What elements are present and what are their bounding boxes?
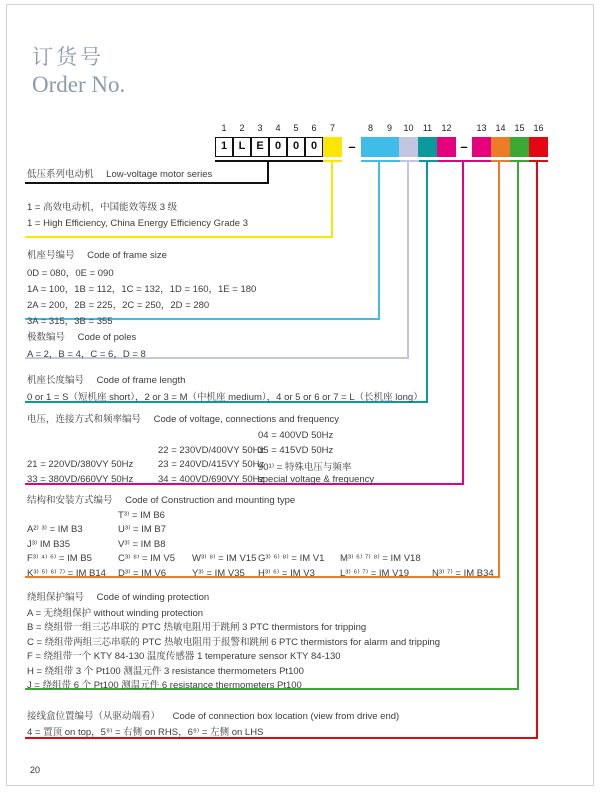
code-box-12 — [437, 137, 456, 157]
page-title-zh: 订货号 — [32, 45, 104, 69]
code-box-15 — [510, 137, 529, 157]
grid-cell: F³⁾ ⁴⁾ ⁶⁾ = IM B5 — [27, 553, 92, 565]
underline-series — [25, 182, 269, 184]
text-line: A = 2，B = 4，C = 6，D = 8 — [27, 349, 146, 360]
section-poles — [27, 329, 146, 362]
code-box-5: 0 — [287, 137, 305, 157]
grid-cell: V³⁾ = IM B8 — [118, 538, 166, 550]
section-title-en: Code of connection box location (view from drive end) — [172, 711, 400, 722]
text-line: J = 绕组带 6 个 Pt100 测温元件 6 resistance thermometers Pt100 — [27, 680, 302, 692]
code-position-number: 15 — [514, 123, 525, 133]
code-position-number: 13 — [476, 123, 487, 133]
grid-cell: Y³⁾ = IM V35 — [192, 567, 245, 579]
code-box-9 — [380, 137, 399, 157]
code-box-6: 0 — [305, 137, 323, 157]
section-lines — [27, 390, 423, 405]
section-title — [27, 372, 423, 386]
connector-drop-poles — [407, 160, 409, 359]
code-box-1: 1 — [215, 137, 233, 157]
text-line: 0 or 1 = S（短机座 short），2 or 3 = M（中机座 medium），4 or 5 or 6 or 7 = L（长机座 long） — [27, 392, 423, 403]
code-box-8 — [361, 137, 380, 157]
grid-cell: 90¹⁾ = 特殊电压与频率 — [258, 462, 352, 473]
section-connection-box — [27, 708, 399, 740]
code-box-16 — [529, 137, 548, 157]
connector-top-construction — [491, 160, 510, 162]
grid-cell — [340, 539, 432, 553]
code-position-number: 14 — [495, 123, 506, 133]
text-line: 3A = 315，3B = 355 — [27, 316, 113, 327]
grid-cell: J³⁾ IM B35 — [27, 538, 70, 550]
section-title — [27, 247, 256, 261]
connector-drop-frame-size — [378, 160, 380, 320]
connector-drop-series — [267, 160, 269, 184]
code-box-2: L — [233, 137, 251, 157]
code-separator-dash: – — [460, 139, 468, 154]
section-title-en: Code of poles — [77, 332, 137, 343]
text-line: 1A = 100，1B = 112，1C = 132，1D = 160，1E = 180 — [27, 284, 257, 295]
code-position-number: 2 — [239, 123, 245, 133]
grid-cell — [432, 524, 555, 538]
text-line: 4 = 置顶 on top，5⁹⁾ = 右侧 on RHS，6⁹⁾ = 左侧 on LHS — [27, 727, 264, 738]
grid-cell — [258, 539, 340, 553]
grid-cell: 23 = 240VD/415VY 50Hz — [158, 459, 265, 470]
connector-drop-winding — [517, 160, 519, 690]
section-lines — [27, 725, 399, 740]
code-position-number: 3 — [257, 123, 263, 133]
code-box-11 — [418, 137, 437, 157]
section-title — [27, 166, 212, 180]
code-box-4: 0 — [269, 137, 287, 157]
section-lines — [27, 607, 440, 693]
construction-grid — [27, 510, 555, 582]
grid-cell: special voltage & frequency — [258, 473, 375, 485]
connector-top-connection-box — [529, 160, 548, 162]
grid-cell — [27, 445, 158, 460]
grid-cell — [27, 430, 158, 445]
grid-cell: 34 = 400VD/690VY 50Hz — [158, 473, 265, 485]
grid-cell — [158, 430, 258, 445]
section-title-en: Code of frame length — [96, 375, 186, 386]
connector-drop-connection-box — [536, 160, 538, 739]
text-line: 1 = 高效电动机，中国能效等级 3 级 — [27, 202, 178, 213]
text-line: A = 无绕组保护 without winding protection — [27, 608, 204, 619]
section-title — [27, 708, 399, 722]
connector-top-frame-length — [419, 160, 438, 162]
connector-top-series — [215, 160, 324, 162]
grid-cell: K³⁾ ⁵⁾ ⁶⁾ ⁷⁾ = IM B14 — [27, 567, 106, 579]
grid-cell: 21 = 220VD/380VY 50Hz — [27, 459, 134, 470]
section-title-en: Code of voltage, connections and frequency — [153, 414, 340, 425]
code-position-number: 9 — [386, 123, 392, 133]
grid-cell: U³⁾ = IM B7 — [118, 524, 166, 536]
text-line: 0D = 080，0E = 090 — [27, 268, 114, 279]
grid-cell: W³⁾ ⁸⁾ = IM V15 — [192, 553, 257, 565]
connector-drop-efficiency — [331, 160, 333, 238]
page-title-en: Order No. — [32, 72, 126, 97]
code-position-number: 16 — [533, 123, 544, 133]
section-efficiency — [27, 200, 248, 232]
grid-cell: L³⁾ ⁶⁾ ⁷⁾ = IM V19 — [340, 567, 409, 579]
grid-cell — [432, 510, 555, 524]
text-line: B = 绕组带一组三芯串联的 PTC 热敏电阻用于跳闸 3 PTC thermistors for tripping — [27, 622, 367, 634]
page-number: 20 — [30, 765, 41, 775]
grid-cell: M³⁾ ⁶⁾ ⁷⁾ ⁸⁾ = IM V18 — [340, 553, 421, 565]
section-winding — [27, 589, 440, 693]
grid-cell: 35 = 415VD 50Hz — [258, 444, 334, 456]
grid-cell: N³⁾ ⁷⁾ = IM B34 — [432, 567, 494, 579]
code-box-10 — [399, 137, 418, 157]
section-title-zh: 接线盒位置编号（从驱动端看） — [27, 711, 161, 722]
section-title-en: Low-voltage motor series — [106, 169, 213, 180]
code-position-number: 1 — [221, 123, 227, 133]
code-box-3: E — [251, 137, 269, 157]
section-construction — [27, 492, 555, 582]
grid-cell: 33 = 380VD/660VY 50Hz — [27, 473, 134, 485]
page-title — [32, 44, 125, 100]
section-series — [27, 166, 212, 180]
section-voltage — [27, 411, 467, 488]
code-position-number: 6 — [311, 123, 317, 133]
text-line: 1 = High Efficiency, China Energy Efficiency Grade 3 — [27, 218, 248, 229]
grid-cell: C³⁾ ⁸⁾ = IM V5 — [118, 553, 175, 565]
section-title-zh: 结构和安装方式编号 — [27, 495, 113, 506]
section-title-zh: 电压，连接方式和频率编号 — [27, 414, 142, 425]
section-title — [27, 492, 555, 506]
grid-cell — [192, 539, 258, 553]
grid-cell: H³⁾ ⁶⁾ = IM V3 — [258, 567, 315, 579]
grid-cell — [432, 539, 555, 553]
code-separator-dash: – — [348, 139, 356, 154]
grid-cell: T³⁾ = IM B6 — [118, 510, 165, 521]
text-line: H = 绕组带 3 个 Pt100 测温元件 3 resistance thermometers Pt100 — [27, 665, 304, 677]
section-title — [27, 411, 467, 425]
section-title-en: Code of Construction and mounting type — [125, 495, 296, 506]
underline-efficiency — [25, 236, 333, 238]
grid-cell — [192, 510, 258, 524]
grid-cell — [340, 510, 432, 524]
grid-cell: G³⁾ ⁶⁾ ⁸⁾ = IM V1 — [258, 553, 325, 565]
grid-cell: 22 = 230VD/400VY 50Hz — [158, 444, 265, 456]
connector-drop-frame-length — [426, 160, 428, 403]
grid-cell: D³⁾ = IM V6 — [118, 567, 166, 579]
text-line: 2A = 200，2B = 225，2C = 250，2D = 280 — [27, 300, 210, 311]
section-title-en: Code of winding protection — [96, 592, 210, 603]
connector-top-voltage — [438, 160, 491, 162]
code-box-13 — [472, 137, 491, 157]
code-position-number: 10 — [403, 123, 414, 133]
code-position-number: 11 — [422, 123, 433, 133]
text-line: C = 绕组带两组三芯串联的 PTC 热敏电阻用于报警和跳闸 6 PTC thermistors for alarm and tripping — [27, 636, 441, 648]
section-lines — [27, 200, 248, 232]
section-title-zh: 绕组保护编号 — [27, 592, 85, 603]
section-title-zh: 极数编号 — [27, 332, 66, 343]
grid-cell — [258, 510, 340, 524]
section-title-zh: 机座长度编号 — [27, 375, 85, 386]
connector-top-frame-size — [361, 160, 400, 162]
connector-top-winding — [510, 160, 529, 162]
grid-cell: A²⁾ ³⁾ = IM B3 — [27, 524, 83, 536]
grid-cell — [258, 524, 340, 538]
code-box-14 — [491, 137, 510, 157]
voltage-grid — [27, 430, 467, 488]
section-lines — [27, 266, 256, 330]
section-title-zh: 机座号编号 — [27, 250, 75, 261]
text-line: F = 绕组带一个 KTY 84-130 温度传感器 1 temperature sensor KTY 84-130 — [27, 651, 341, 663]
code-position-number: 7 — [329, 123, 335, 133]
code-position-number: 4 — [275, 123, 281, 133]
connector-top-poles — [400, 160, 419, 162]
section-lines — [27, 347, 146, 362]
grid-cell — [27, 510, 118, 524]
section-title — [27, 329, 146, 343]
code-position-number: 8 — [367, 123, 373, 133]
section-frame-length — [27, 372, 423, 405]
section-frame-size — [27, 247, 256, 330]
section-title-zh: 低压系列电动机 — [27, 169, 94, 180]
code-position-number: 12 — [441, 123, 452, 133]
grid-cell: 04 = 400VD 50Hz — [258, 430, 334, 441]
grid-cell — [432, 553, 555, 567]
section-title — [27, 589, 440, 603]
grid-cell — [340, 524, 432, 538]
section-title-en: Code of frame size — [87, 250, 167, 261]
grid-cell — [192, 524, 258, 538]
code-box-7 — [323, 137, 342, 157]
code-position-number: 5 — [293, 123, 299, 133]
